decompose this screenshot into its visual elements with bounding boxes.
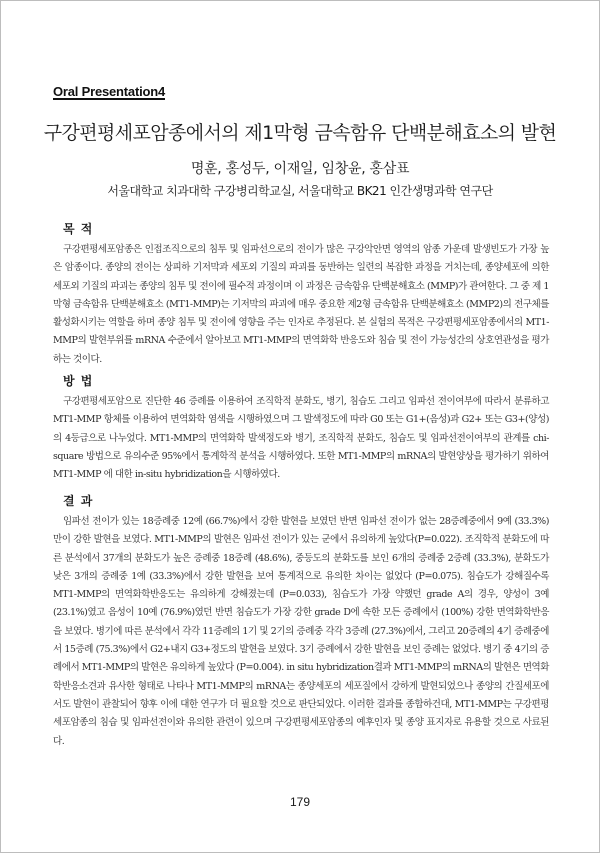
section-heading-objective: 목 적 [63,222,94,236]
author-list: 명훈, 홍성두, 이재일, 임창윤, 홍삼표 [190,161,410,177]
page-number: 179 [289,795,311,809]
section-results [53,492,549,751]
section-body-results: 임파선 전이가 있는 18증례중 12예 (66.7%)에서 강한 발현을 보였던 반면 임파선 전이가 없는 28증례중에서 9예 (33.3%)만이 강한 발현을 보였다. MT1-MMP의 발현은 임파선 전이가 있는 군에서 유의하게 높았다(P=0.022). 조직학적 분화도에 따른 분석에서 37개의 분화도가 높은 증례중 18증례 (48.6%), 중등도의 분화도를 보인 6개의 증례중 2증례 (33.3%), 분화도가 낮은 3개의 증례중 1예 (33.3%)에서 강한 발현을 보여 통계적으로 유의한 차이는 없었다 (P=0.075). 침습도가 강해질수록 MT1-MMP의 면역화학반응도는 유의하게 강해졌는데 (P=0.033), 침습도가 가장 약했던 grade A의 경우, 양성이 3예 (23.1%)였고 음성이 10예 (76.9%)였던 반면 침습도가 가장 강한 grade D에 속한 모든 증례에서 (100%) 강한 면역화학반응을 보였다. 병기에 따른 분석에서 각각 11증례의 1기 및 2기의 증례중 각각 3증례 (27.3%)에서, 그리고 20증례의 4기 증례중에서 15증례 (75.3%)에서 G2+내지 G3+정도의 발현을 보였다. 3기 증례에서 강한 발현을 보인 증례는 없었다. 병기 중 4기의 증례에서 MT1-MMP의 발현은 유의하게 높았다 (P=0.004). in situ hybridization결과 MT1-MMP의 mRNA의 발현은 면역화학반응소견과 유사한 형태로 나타나 MT1-MMP의 mRNA는 종양세포의 세포질에서 강하게 발현되었으나 종양의 간질세포에서도 발현이 관찰되어 향후 이에 대한 연구가 더 필요할 것으로 판단되었다. 이러한 결과를 종합하건대, MT1-MMP는 구강편평세포암종의 침습 및 임파선전이와 유의한 관련이 있으며 구강편평세포암종의 예후인자 및 종양 표지자로 유용할 것으로 사료된다. [53,516,549,747]
paper-title: 구강편평세포암종에서의 제1막형 금속함유 단백분해효소의 발현 [43,122,557,144]
section-objective [53,220,549,369]
section-body-methods: 구강편평세포암으로 진단한 46 증례를 이용하여 조직학적 분화도, 병기, 침습도 그리고 임파선 전이여부에 따라서 분류하고 MT1-MMP 항체를 이용하여 면역화학 염색을 시행하였으며 그 발색정도에 따라 G0 또는 G1+(음성)과 G2+ 또는 G3+(양성)의 4등급으로 나누었다. MT1-MMP의 면역화학 발색정도와 병기, 조직학적 분화도, 침습도 및 임파선전이여부의 관계를 chi-square 방법으로 유의수준 95%에서 통계학적 분석을 시행하였다. 또한 MT1-MMP의 mRNA의 발현양상을 평가하기 위하여 MT1-MMP 에 대한 in-situ hybridization을 시행하였다. [53,396,549,481]
section-methods [53,372,549,484]
section-heading-methods: 방 법 [63,374,94,388]
affiliation: 서울대학교 치과대학 구강병리학교실, 서울대학교 BK21 인간생명과학 연구단 [107,184,493,198]
presentation-label: Oral Presentation4 [53,84,165,99]
section-heading-results: 결 과 [63,494,94,508]
section-body-objective: 구강편평세포암종은 인접조직으로의 침투 및 임파선으로의 전이가 많은 구강악안면 영역의 암종 가운데 발생빈도가 가장 높은 암종이다. 종양의 전이는 상피하 기저막과 세포외 기질의 파괴를 동반하는 일련의 복잡한 과정을 거치는데, 종양세포에 의한 세포외 기질의 파괴는 종양의 침투 및 전이에 필수적 과정이며 이 과정은 금속함유 단백분해효소 (MMP)가 관여한다. 그 중 제 1 막형 금속함유 단백분해효소 (MT1-MMP)는 기저막의 파괴에 매우 중요한 제2형 금속함유 단백분해효소 (MMP2)의 전구체를 활성화시키는 역할을 하며 종양 침투 및 전이에 영향을 주는 인자로 추정된다. 본 실험의 목적은 구강편평세포암종에서의 MT1-MMP의 발현부위를 mRNA 수준에서 알아보고 MT1-MMP의 면역화학 반응도와 침습 및 전이 가능성간의 상호연관성을 평가하는 것이다. [53,244,549,365]
